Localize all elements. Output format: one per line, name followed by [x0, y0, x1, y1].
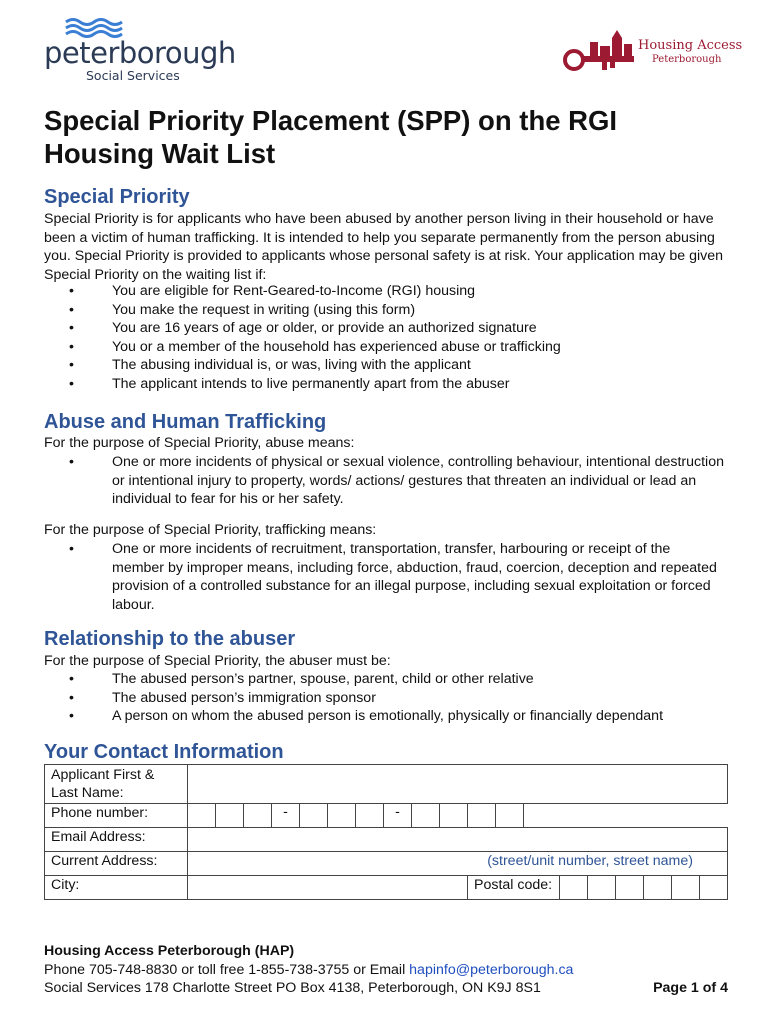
- email-label: Email Address:: [45, 828, 188, 852]
- address-field[interactable]: (street/unit number, street name): [188, 852, 728, 876]
- email-field[interactable]: [188, 828, 728, 852]
- list-item: • You make the request in writing (using this form): [44, 301, 734, 320]
- phone-digit-box[interactable]: [244, 804, 272, 828]
- list-item: • You or a member of the household has experienced abuse or trafficking: [44, 338, 734, 357]
- name-label: Applicant First & Last Name:: [45, 765, 188, 804]
- city-field[interactable]: [188, 876, 468, 900]
- phone-separator: -: [384, 804, 412, 828]
- phone-label: Phone number:: [45, 804, 188, 828]
- postal-code-box[interactable]: [560, 876, 588, 900]
- phone-separator: -: [272, 804, 300, 828]
- page-number: Page 1 of 4: [653, 980, 728, 996]
- peterborough-social-services-logo: [44, 18, 236, 84]
- phone-digit-box[interactable]: [300, 804, 328, 828]
- footer-contact-line: [44, 961, 728, 980]
- footer-phone: Phone 705-748-8830 or toll free 1-855-738-3755 or Email: [44, 961, 410, 978]
- phone-digit-box[interactable]: [188, 804, 216, 828]
- phone-digit-box[interactable]: [216, 804, 244, 828]
- postal-code-box[interactable]: [588, 876, 616, 900]
- eligibility-list: [44, 282, 734, 393]
- logo-city: Peterborough: [652, 54, 722, 65]
- footer: [44, 942, 728, 998]
- phone-digit-box[interactable]: [496, 804, 524, 828]
- abuse-intro: For the purpose of Special Priority, abuse means:: [44, 435, 355, 451]
- postal-code-box[interactable]: [616, 876, 644, 900]
- water-waves-icon: [64, 18, 126, 38]
- postal-code-box[interactable]: [644, 876, 672, 900]
- phone-digit-box[interactable]: [468, 804, 496, 828]
- housing-access-logo: [562, 24, 743, 80]
- trafficking-intro: For the purpose of Special Priority, trafficking means:: [44, 522, 377, 538]
- list-item: • The abused person’s immigration sponsor: [44, 689, 734, 708]
- phone-digit-box[interactable]: [440, 804, 468, 828]
- footer-org: Housing Access Peterborough (HAP): [44, 943, 295, 959]
- name-field[interactable]: [188, 765, 728, 804]
- heading-relationship: Relationship to the abuser: [44, 628, 296, 650]
- logo-name: Housing Access: [638, 38, 743, 53]
- list-item: • The abused person’s partner, spouse, parent, child or other relative: [44, 670, 734, 689]
- heading-special-priority: Special Priority: [44, 186, 190, 208]
- list-item: • One or more incidents of recruitment, transportation, transfer, harbouring or receipt of the member by improper means, including force, abduction, fraud, coercion, deception and repeated provision of a controlled substance for an illegal purpose, including sexual exploitation or forced labour.: [44, 540, 724, 614]
- phone-digit-box[interactable]: [412, 804, 440, 828]
- logo-wordmark: peterborough: [44, 36, 236, 70]
- relationship-list: [44, 670, 734, 726]
- list-item: • A person on whom the abused person is emotionally, physically or financially dependant: [44, 707, 734, 726]
- footer-email-link[interactable]: hapinfo@peterborough.ca: [409, 961, 574, 978]
- heading-abuse-trafficking: Abuse and Human Trafficking: [44, 411, 327, 433]
- address-label: Current Address:: [45, 852, 188, 876]
- key-house-icon: [562, 24, 642, 80]
- list-item: • You are eligible for Rent-Geared-to-Income (RGI) housing: [44, 282, 734, 301]
- page-title: Special Priority Placement (SPP) on the RGI Housing Wait List: [44, 105, 618, 169]
- postal-code-box[interactable]: [672, 876, 700, 900]
- list-item: • One or more incidents of physical or sexual violence, controlling behaviour, intentional destruction or intentional injury to property, words/ actions/ gestures that threaten an individual or lead an individual to fear for his or her safety.: [44, 453, 724, 509]
- footer-address: Social Services 178 Charlotte Street PO Box 4138, Peterborough, ON K9J 8S1: [44, 980, 541, 996]
- postal-code-label: Postal code:: [468, 876, 560, 900]
- contact-info-table: [44, 764, 728, 900]
- postal-code-box[interactable]: [700, 876, 728, 900]
- phone-digit-box[interactable]: [328, 804, 356, 828]
- relationship-intro: For the purpose of Special Priority, the abuser must be:: [44, 653, 391, 669]
- phone-digit-box[interactable]: [356, 804, 384, 828]
- trafficking-definition-list: [44, 540, 724, 614]
- special-priority-intro: Special Priority is for applicants who have been abused by another person living in their household or have been a victim of human trafficking. It is intended to help you separate permanently from the person abusing you. Special Priority is provided to applicants whose personal safety is at risk. Your application may be given Special Priority on the waiting list if:: [44, 211, 723, 283]
- abuse-definition-list: [44, 453, 724, 509]
- list-item: • The abusing individual is, or was, living with the applicant: [44, 356, 734, 375]
- heading-contact-info: Your Contact Information: [44, 741, 284, 763]
- list-item: • The applicant intends to live permanently apart from the abuser: [44, 375, 734, 394]
- city-label: City:: [45, 876, 188, 900]
- logo-subtitle: Social Services: [86, 68, 180, 83]
- list-item: • You are 16 years of age or older, or provide an authorized signature: [44, 319, 734, 338]
